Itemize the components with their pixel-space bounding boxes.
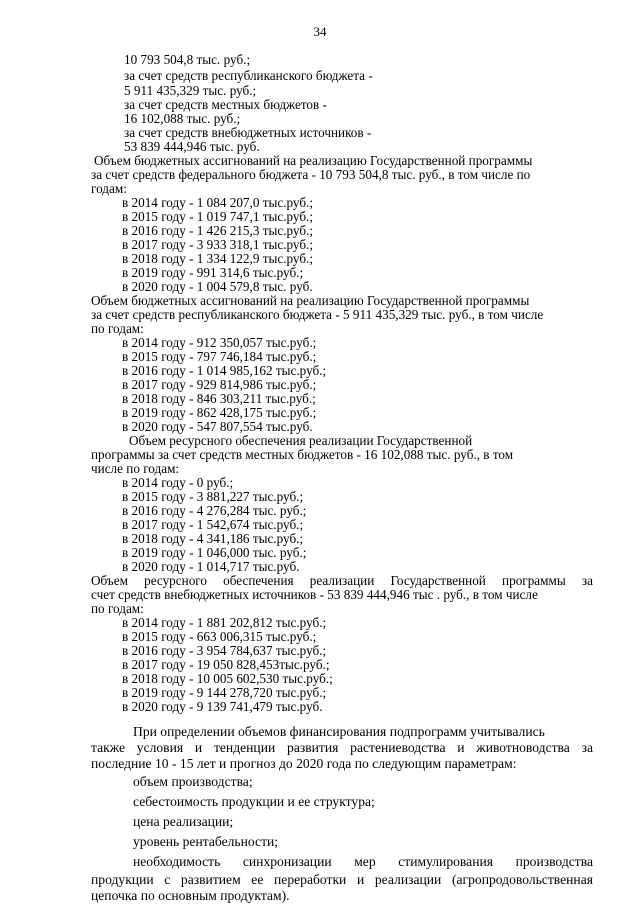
list-item: в 2019 году - 9 144 278,720 тыс.руб.; xyxy=(122,685,327,700)
list-item: в 2014 году - 1 084 207,0 тыс.руб.; xyxy=(122,195,313,210)
list-item: в 2019 году - 862 428,175 тыс.руб.; xyxy=(122,405,317,420)
paragraph-line: числе по годам: xyxy=(91,461,180,476)
list-item: в 2018 году - 1 334 122,9 тыс.руб.; xyxy=(122,251,313,266)
list-item: в 2020 году - 547 807,554 тыс.руб. xyxy=(122,419,313,434)
list-item: в 2019 году - 991 314,6 тыс.руб.; xyxy=(122,265,304,280)
paragraph-line: Объем бюджетных ассигнований на реализацию Государственной программы xyxy=(94,153,533,168)
list-item: в 2018 году - 4 341,186 тыс.руб.; xyxy=(122,531,304,546)
list-item: в 2018 году - 846 303,211 тыс.руб.; xyxy=(122,391,316,406)
text-line: 5 911 435,329 тыс. руб.; xyxy=(124,83,257,98)
list-item: в 2020 году - 1 004 579,8 тыс. руб. xyxy=(122,279,313,294)
list-item: в 2016 году - 1 426 215,3 тыс.руб.; xyxy=(122,223,313,238)
list-item: в 2016 году - 4 276,284 тыс. руб.; xyxy=(122,503,307,518)
paragraph-line: по годам: xyxy=(91,321,144,336)
list-item: в 2014 году - 0 руб.; xyxy=(122,475,234,490)
page-number: 34 xyxy=(313,24,327,39)
list-item: в 2017 году - 19 050 828,453тыс.руб.; xyxy=(122,657,330,672)
list-item: в 2017 году - 1 542,674 тыс.руб.; xyxy=(122,517,304,532)
list-item: в 2016 году - 1 014 985,162 тыс.руб.; xyxy=(122,363,327,378)
paragraph-line: годам: xyxy=(91,181,127,196)
text-line: 53 839 444,946 тыс. руб. xyxy=(124,139,260,154)
paragraph-line: также условия и тенденции развития растениеводства и животноводства за xyxy=(91,740,593,755)
list-item: в 2018 году - 10 005 602,530 тыс.руб.; xyxy=(122,671,333,686)
parameter-item: необходимость синхронизации мер стимулирования производства xyxy=(133,854,593,869)
paragraph-line: программы за счет средств местных бюджетов - 16 102,088 тыс. руб., в том xyxy=(91,447,514,462)
text-line: за счет средств местных бюджетов - xyxy=(124,97,327,112)
paragraph-line: Объем бюджетных ассигнований на реализацию Государственной программы xyxy=(91,293,530,308)
parameter-item: объем производства; xyxy=(133,774,253,789)
list-item: в 2015 году - 797 746,184 тыс.руб.; xyxy=(122,349,317,364)
list-item: в 2014 году - 912 350,057 тыс.руб.; xyxy=(122,335,317,350)
list-item: в 2015 году - 1 019 747,1 тыс.руб.; xyxy=(122,209,313,224)
paragraph-line: Объем ресурсного обеспечения реализации Государственной xyxy=(129,433,473,448)
list-item: в 2017 году - 929 814,986 тыс.руб.; xyxy=(122,377,317,392)
paragraph-line: по годам: xyxy=(91,601,144,616)
paragraph-line: последние 10 - 15 лет и прогноз до 2020 года по следующим параметрам: xyxy=(91,756,517,771)
paragraph-line: цепочка по основным продуктам). xyxy=(91,888,290,903)
list-item: в 2016 году - 3 954 784,637 тыс.руб.; xyxy=(122,643,327,658)
list-item: в 2015 году - 3 881,227 тыс.руб.; xyxy=(122,489,304,504)
parameter-item: уровень рентабельности; xyxy=(133,834,279,849)
paragraph-line: счет средств внебюджетных источников - 53 839 444,946 тыс . руб., в том числе xyxy=(91,587,538,602)
paragraph-line: за счет средств федерального бюджета - 10 793 504,8 тыс. руб., в том числе по xyxy=(91,167,531,182)
paragraph-line: Объем ресурсного обеспечения реализации Государственной программы за xyxy=(91,573,593,588)
list-item: в 2014 году - 1 881 202,812 тыс.руб.; xyxy=(122,615,327,630)
list-item: в 2020 году - 9 139 741,479 тыс.руб. xyxy=(122,699,323,714)
text-line: за счет средств республиканского бюджета - xyxy=(124,68,373,83)
text-line: 16 102,088 тыс. руб.; xyxy=(124,111,241,126)
paragraph-line: за счет средств республиканского бюджета - 5 911 435,329 тыс. руб., в том числе xyxy=(91,307,544,322)
paragraph-line: При определении объемов финансирования подпрограмм учитывались xyxy=(133,724,545,739)
paragraph-line: продукции с развитием ее переработки и реализации (агропродовольственная xyxy=(91,872,593,887)
parameter-item: себестоимость продукции и ее структура; xyxy=(133,794,375,809)
list-item: в 2017 году - 3 933 318,1 тыс.руб.; xyxy=(122,237,313,252)
text-line: 10 793 504,8 тыс. руб.; xyxy=(124,52,251,67)
parameter-item: цена реализации; xyxy=(133,814,234,829)
list-item: в 2019 году - 1 046,000 тыс. руб.; xyxy=(122,545,307,560)
text-line: за счет средств внебюджетных источников - xyxy=(124,125,372,140)
list-item: в 2020 году - 1 014,717 тыс.руб. xyxy=(122,559,300,574)
list-item: в 2015 году - 663 006,315 тыс.руб.; xyxy=(122,629,317,644)
